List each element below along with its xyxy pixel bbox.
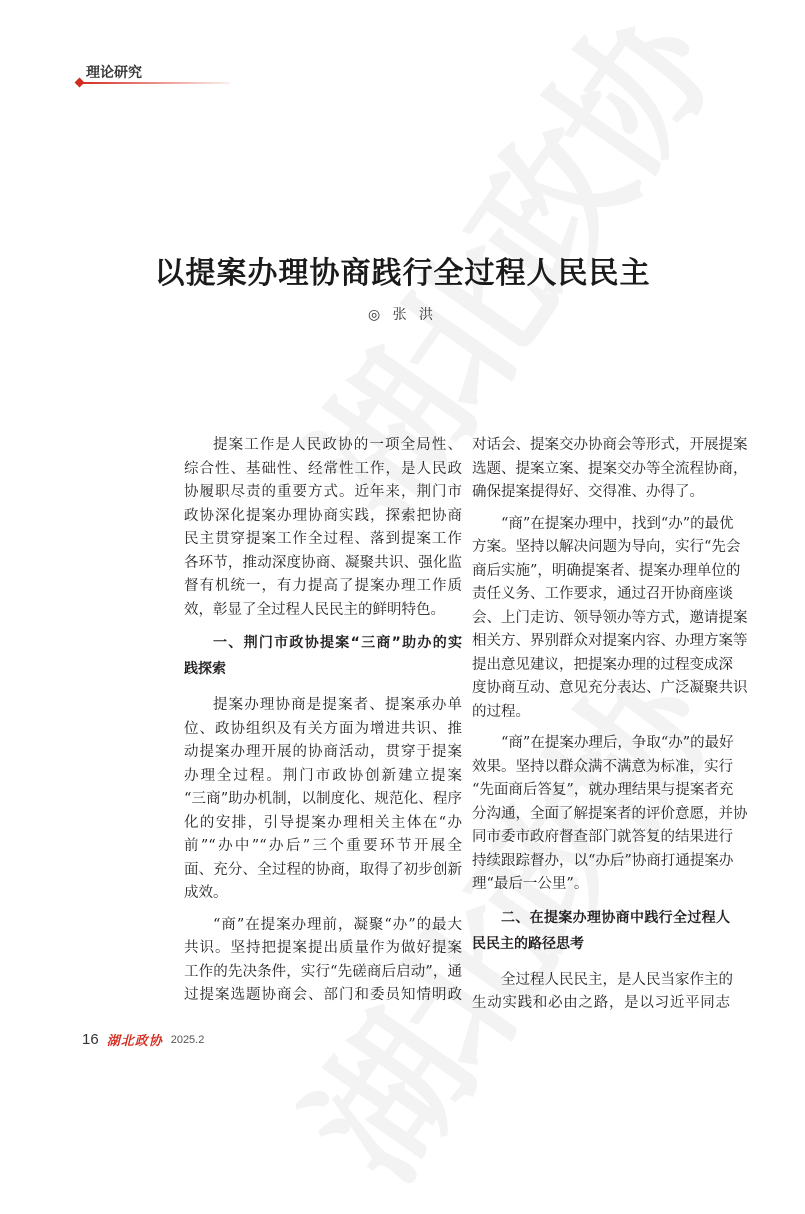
text-line: 督有机统一，有力提高了提案办理工作质 xyxy=(184,578,462,594)
text-line: 各环节，推动深度协商、凝聚共识、强化监 xyxy=(184,554,462,571)
text-line: 践探索 xyxy=(184,661,226,677)
text-line: 度协商互动、意见充分表达、广泛凝聚共识 xyxy=(472,680,748,696)
text-line: 理“最后一公里”。 xyxy=(472,876,589,892)
issue-number: 2025.2 xyxy=(170,1033,205,1046)
page-footer xyxy=(82,1030,204,1049)
section-heading xyxy=(472,905,730,957)
text-line: 商后实施”，明确提案者、提案办理单位的 xyxy=(472,562,741,579)
text-line: 生动实践和必由之路，是以习近平同志 xyxy=(472,995,730,1011)
text-line: 民主贯穿提案工作全过程、落到提案工作 xyxy=(184,531,462,547)
paragraph xyxy=(472,434,748,505)
text-line: 对话会、提案交办协商会等形式，开展提案 xyxy=(472,437,748,453)
section-heading xyxy=(184,630,462,682)
column-left xyxy=(184,434,462,1016)
text-line: 全过程人民民主，是人民当家作主的 xyxy=(501,971,733,988)
paragraph xyxy=(184,434,462,622)
text-line: 责任义务、工作要求，通过召开协商座谈 xyxy=(472,586,733,602)
text-line: 协履职尽责的重要方式。近年来，荆门市 xyxy=(184,484,462,500)
page-number: 16 xyxy=(82,1031,99,1048)
text-line: 的过程。 xyxy=(472,703,530,720)
text-line: “三商”助办机制，以制度化、规范化、程序 xyxy=(184,791,462,807)
paragraph xyxy=(472,513,748,725)
text-line: 提案办理协商是提案者、提案承办单 xyxy=(213,697,462,713)
text-line: 办理全过程。荆门市政协创新建立提案 xyxy=(184,767,462,784)
text-line: “先面商后答复”，就办理结果与提案者充 xyxy=(472,782,734,798)
text-line: 共识。坚持把提案提出质量作为做好提案 xyxy=(184,940,462,956)
paragraph xyxy=(472,969,733,1016)
paragraph xyxy=(472,732,748,897)
text-line: 成效。 xyxy=(184,885,228,901)
text-line: 提案工作是人民政协的一项全局性、 xyxy=(213,437,462,453)
magazine-logo: 湖北政协 xyxy=(106,1034,163,1049)
text-line: 确保提案提得好、交得准、办得了。 xyxy=(472,484,704,500)
section-rule xyxy=(80,82,230,84)
text-line: 分沟通，全面了解提案者的评价意愿，并协 xyxy=(472,805,748,822)
text-line: 持续跟踪督办，以“办后”协商打通提案办 xyxy=(472,852,734,869)
text-line: 一、荆门市政协提案“三商”助办的实 xyxy=(213,635,462,651)
text-line: 前”“办中”“办后”三个重要环节开展全 xyxy=(184,838,462,854)
section-label: 理论研究 xyxy=(86,65,142,81)
text-line: 同市委市政府督查部门就答复的结果进行 xyxy=(472,829,733,845)
text-line: 工作的先决条件，实行“先磋商后启动”，通 xyxy=(184,963,462,980)
text-line: 位、政协组织及有关方面为增进共识、推 xyxy=(184,720,462,737)
column-right xyxy=(472,434,748,1024)
text-line: “商”在提案办理后，争取“办”的最好 xyxy=(501,735,734,751)
diamond-icon xyxy=(75,78,85,88)
text-line: 效果。坚持以群众满不满意为标准，实行 xyxy=(472,758,733,775)
text-line: 民民主的路径思考 xyxy=(472,935,584,952)
text-line: 动提案办理开展的协商活动，贯穿于提案 xyxy=(184,744,462,760)
text-line: 相关方、界别群众对提案内容、办理方案等 xyxy=(472,633,748,649)
text-line: “商”在提案办理中，找到“办”的最优 xyxy=(501,515,734,532)
article-title: 以提案办理协商践行全过程人民民主 xyxy=(154,256,651,291)
text-line: 综合性、基础性、经常性工作，是人民政 xyxy=(184,460,462,477)
text-line: 面、充分、全过程的协商，取得了初步创新 xyxy=(184,861,462,878)
paragraph xyxy=(184,694,462,906)
text-line: 方案。坚持以解决问题为导向，实行“先会 xyxy=(472,539,741,555)
text-line: 会、上门走访、领导领办等方式，邀请提案 xyxy=(472,609,748,626)
text-line: 选题、提案立案、提案交办等全流程协商， xyxy=(472,460,748,477)
text-line: 化的安排，引导提案办理相关主体在“办 xyxy=(184,814,462,831)
text-line: 提出意见建议，把提案办理的过程变成深 xyxy=(472,656,733,673)
paragraph xyxy=(184,914,462,1008)
text-line: 过提案选题协商会、部门和委员知情明政 xyxy=(184,987,462,1003)
text-line: 效，彰显了全过程人民民主的鲜明特色。 xyxy=(184,601,445,618)
text-line: 政协深化提案办理协商实践，探索把协商 xyxy=(184,507,462,524)
text-line: “商”在提案办理前，凝聚“办”的最大 xyxy=(213,916,462,933)
text-line: 二、在提案办理协商中践行全过程人 xyxy=(501,909,730,926)
author-byline: ◎ 张 洪 xyxy=(367,307,438,323)
